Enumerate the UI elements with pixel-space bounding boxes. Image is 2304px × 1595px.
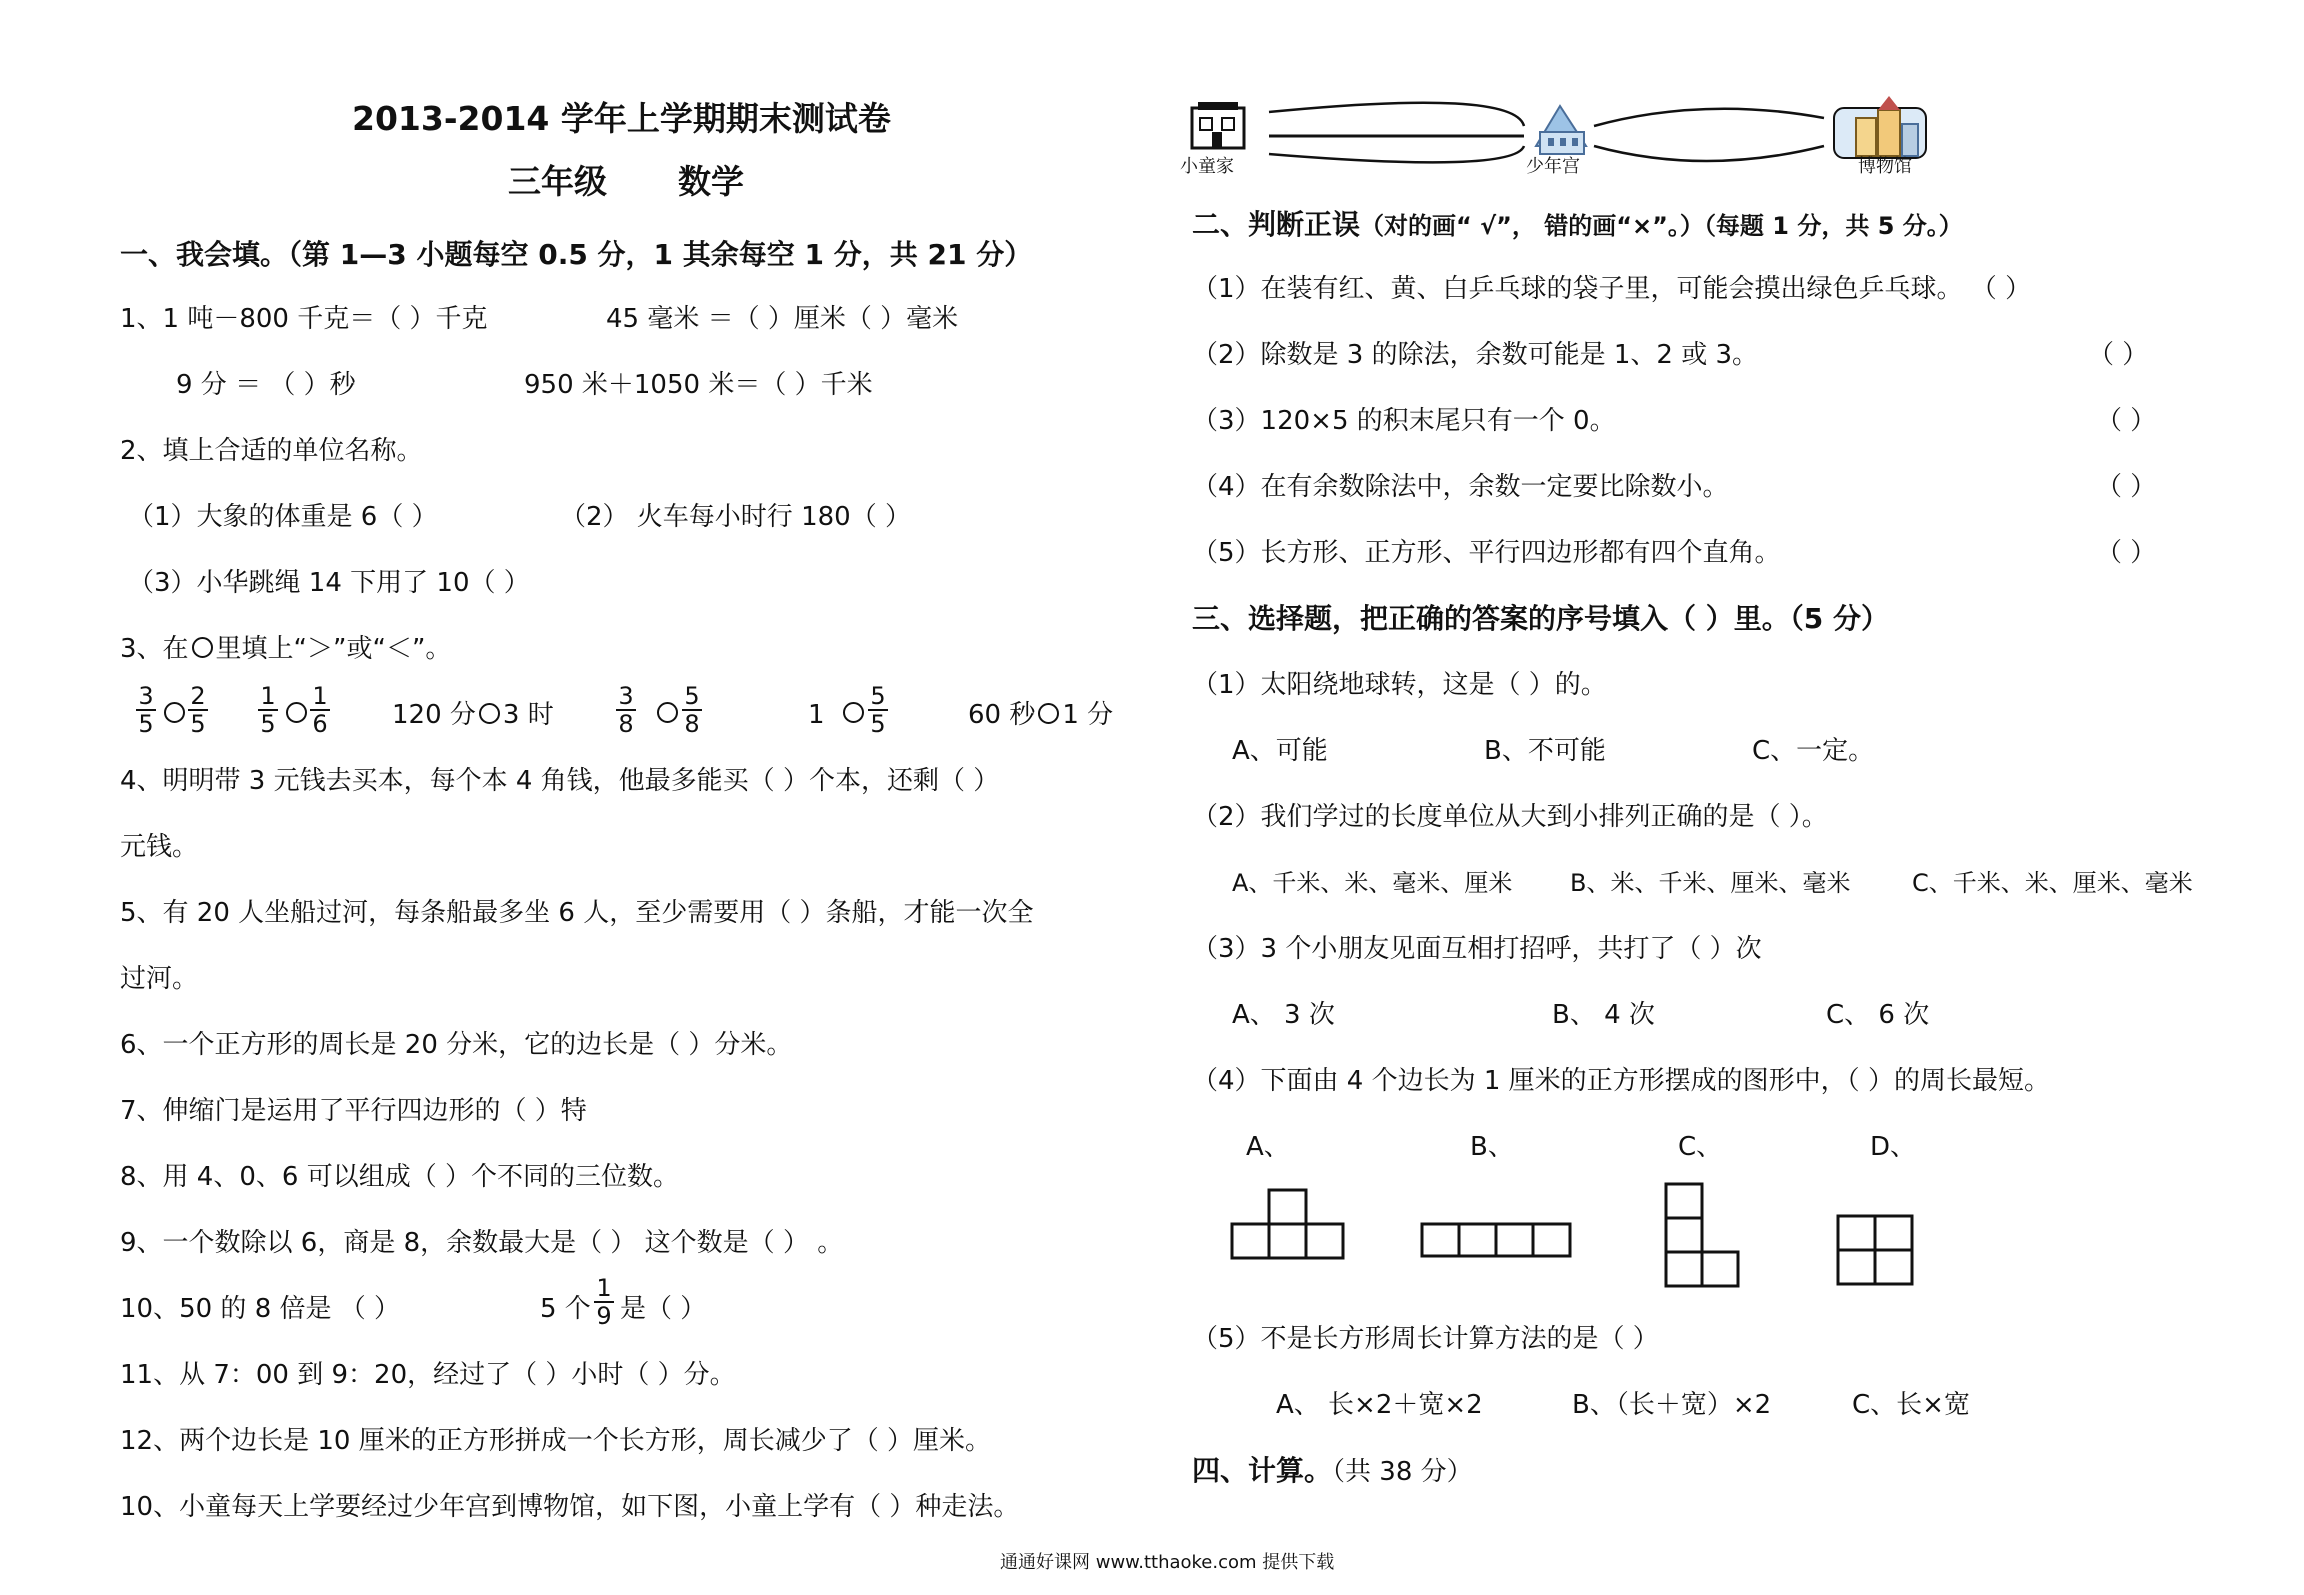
q1-line1-part1: 1、1 吨－800 千克＝（ ）千克	[120, 304, 488, 334]
q10-part2-suffix: 是（ ）	[620, 1294, 707, 1324]
shape-c-figure[interactable]	[1664, 1180, 1754, 1290]
q5-line1: 5、有 20 人坐船过河，每条船最多坐 6 人，至少需要用（ ）条船，才能一次全	[120, 898, 1034, 928]
q2-intro: 2、填上合适的单位名称。	[120, 436, 423, 466]
shape-a-figure[interactable]	[1230, 1180, 1370, 1280]
exam-title: 2013-2014 学年上学期期末测试卷	[352, 99, 891, 138]
fraction: 5 8	[680, 684, 704, 736]
choice-q3-option-a: A、 3 次	[1232, 1000, 1335, 1030]
choice-q5-option-c: C、长×宽	[1852, 1390, 1970, 1420]
q2-item-1: （1）大象的体重是 6（ ）	[128, 502, 438, 532]
shape-b-figure[interactable]	[1420, 1220, 1580, 1270]
q2-item-3: （3）小华跳绳 14 下用了 10（ ）	[128, 568, 530, 598]
choice-q1: （1）太阳绕地球转，这是（ ）的。	[1192, 670, 1607, 700]
q6: 6、一个正方形的周长是 20 分米，它的边长是（ ）分米。	[120, 1030, 793, 1060]
q5-line2: 过河。	[120, 964, 199, 994]
q3-intro	[120, 632, 451, 666]
q12: 12、两个边长是 10 厘米的正方形拼成一个长方形，周长减少了（ ）厘米。	[120, 1426, 991, 1456]
shape-d-figure[interactable]	[1836, 1214, 1926, 1294]
shape-label-b: B、	[1470, 1132, 1514, 1162]
house-icon	[1192, 102, 1244, 148]
choice-q5-option-b: B、（长＋宽）×2	[1572, 1390, 1772, 1420]
q4-line2: 元钱。	[120, 832, 199, 862]
section-3-heading: 三、选择题，把正确的答案的序号填入（ ）里。（5 分）	[1192, 602, 1889, 635]
section-4-heading: 四、计算。（共 38 分）	[1192, 1454, 1473, 1487]
choice-q2: （2）我们学过的长度单位从大到小排列正确的是（ ）。	[1192, 802, 1828, 832]
q3-intro-suffix: 里填上“＞”或“＜”。	[215, 634, 452, 664]
museum-icon	[1834, 96, 1926, 158]
map-label-museum: 博物馆	[1858, 156, 1912, 177]
choice-q3-option-c: C、 6 次	[1826, 1000, 1930, 1030]
shape-label-c: C、	[1678, 1132, 1723, 1162]
judge-item-1: （1）在装有红、黄、白乒乓球的袋子里，可能会摸出绿色乒乓球。 （ ）	[1192, 274, 2032, 304]
map-label-home: 小童家	[1180, 156, 1234, 177]
q3-item-5-left: 1	[808, 700, 825, 730]
answer-paren[interactable]: （ ）	[2096, 472, 2157, 502]
choice-q4: （4）下面由 4 个边长为 1 厘米的正方形摆成的图形中，（ ）的周长最短。	[1192, 1066, 2050, 1096]
q4-line1: 4、明明带 3 元钱去买本，每个本 4 角钱，他最多能买（ ）个本，还剩（ ）	[120, 766, 1000, 796]
shape-label-d: D、	[1870, 1132, 1917, 1162]
q7: 7、伸缩门是运用了平行四边形的（ ）特	[120, 1096, 587, 1126]
circle-symbol-icon	[192, 637, 213, 658]
q3-intro-prefix: 3、在	[120, 634, 189, 664]
choice-q2-option-c: C、千米、米、厘米、毫米	[1912, 869, 2193, 897]
q2-item-2: （2） 火车每小时行 180（ ）	[560, 502, 911, 532]
answer-paren[interactable]: （ ）	[2096, 406, 2157, 436]
choice-q2-option-b: B、米、千米、厘米、毫米	[1570, 869, 1851, 897]
choice-q2-option-a: A、千米、米、毫米、厘米	[1232, 869, 1513, 897]
grade-label: 三年级	[508, 162, 607, 201]
compare-circle[interactable]	[657, 702, 678, 723]
q1-line1-part2: 45 毫米 ＝（ ）厘米（ ）毫米	[606, 304, 959, 334]
judge-item-4: （4）在有余数除法中，余数一定要比除数小。	[1192, 472, 1729, 502]
compare-circle[interactable]	[286, 702, 307, 723]
subject-label: 数学	[678, 162, 744, 201]
answer-paren[interactable]: （ ）	[2096, 538, 2157, 568]
choice-q1-option-c: C、一定。	[1752, 736, 1875, 766]
answer-paren[interactable]: （ ）	[2088, 340, 2149, 370]
map-label-palace: 少年宫	[1526, 156, 1580, 177]
judge-item-3: （3）120×5 的积末尾只有一个 0。	[1192, 406, 1616, 436]
q1-line2-part2: 950 米＋1050 米＝（ ）千米	[524, 370, 873, 400]
fraction: 1 6	[308, 684, 332, 736]
q8: 8、用 4、0、6 可以组成（ ）个不同的三位数。	[120, 1162, 679, 1192]
q11: 11、从 7：00 到 9：20，经过了（ ）小时（ ）分。	[120, 1360, 736, 1390]
compare-circle[interactable]	[1038, 703, 1059, 724]
q1-line2-part1: 9 分 ＝ （ ）秒	[176, 370, 356, 400]
q3-item-6: 60 秒 1 分	[968, 700, 1114, 730]
compare-circle[interactable]	[164, 702, 185, 723]
fraction: 3 5	[134, 684, 158, 736]
fraction: 3 8	[614, 684, 638, 736]
footer-source: 通通好课网 www.tthaoke.com 提供下载	[1000, 1552, 1335, 1573]
choice-q3: （3）3 个小朋友见面互相打招呼，共打了（ ）次	[1192, 934, 1762, 964]
choice-q1-option-b: B、不可能	[1484, 736, 1606, 766]
compare-circle[interactable]	[479, 703, 500, 724]
q9: 9、一个数除以 6，商是 8，余数最大是（ ） 这个数是（ ） 。	[120, 1228, 844, 1258]
q10-part1: 10、50 的 8 倍是 （ ）	[120, 1294, 401, 1324]
q13: 10、小童每天上学要经过少年宫到博物馆，如下图，小童上学有（ ）种走法。	[120, 1492, 1020, 1522]
q3-item-3: 120 分 3 时	[392, 700, 554, 730]
q10-part2-prefix: 5 个	[540, 1294, 591, 1324]
choice-q5: （5）不是长方形周长计算方法的是（ ）	[1192, 1324, 1659, 1354]
fraction: 5 5	[866, 684, 890, 736]
youth-palace-icon	[1536, 106, 1586, 154]
section-1-heading: 一、我会填。（第 1—3 小题每空 0.5 分，1 其余每空 1 分，共 21 分）	[120, 238, 1033, 271]
choice-q3-option-b: B、 4 次	[1552, 1000, 1655, 1030]
fraction: 2 5	[186, 684, 210, 736]
fraction: 1 9	[592, 1276, 616, 1328]
choice-q5-option-a: A、 长×2＋宽×2	[1276, 1390, 1483, 1420]
fraction: 1 5	[256, 684, 280, 736]
section-2-heading: 二、判断正误（对的画“ √”， 错的画“×”。）（每题 1 分，共 5 分。）	[1192, 208, 1963, 241]
choice-q1-option-a: A、可能	[1232, 736, 1328, 766]
compare-circle[interactable]	[843, 702, 864, 723]
judge-item-5: （5）长方形、正方形、平行四边形都有四个直角。	[1192, 538, 1781, 568]
shape-label-a: A、	[1246, 1132, 1290, 1162]
judge-item-2: （2）除数是 3 的除法，余数可能是 1、2 或 3。	[1192, 340, 1759, 370]
